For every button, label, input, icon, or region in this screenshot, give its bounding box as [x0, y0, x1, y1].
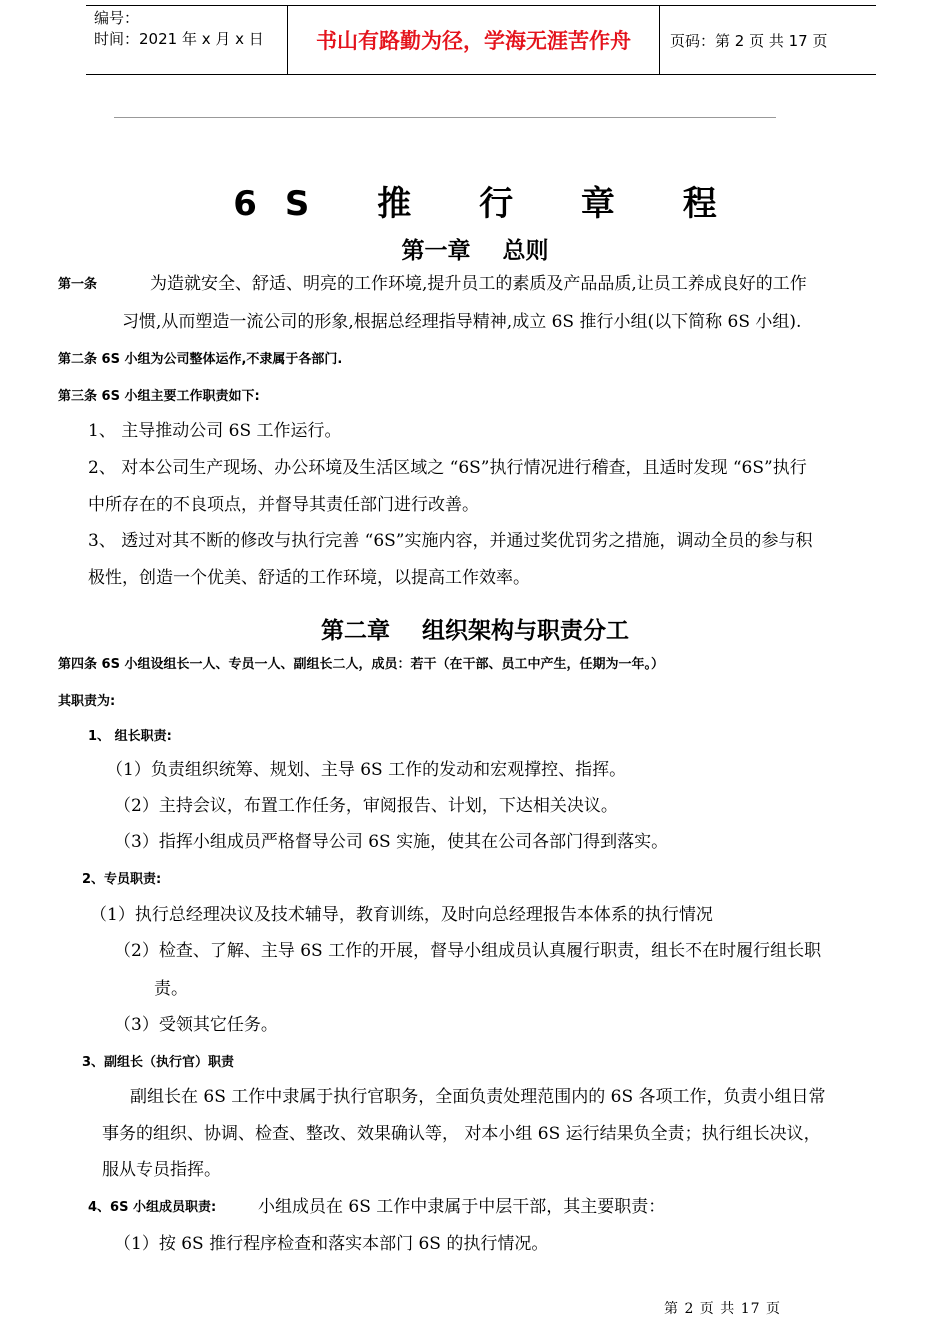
article-1-line-2: 习惯,从而塑造一流公司的形象,根据总经理指导精神,成立 6S 推行小组(以下简称 6S 小组).	[122, 312, 802, 332]
role-2-duty-2-line-1: （2）检查、了解、主导 6S 工作的开展，督导小组成员认真履行职责，组长不在时履行组长职	[114, 941, 822, 961]
article-3-heading: 第三条 6S 小组主要工作职责如下:	[58, 389, 260, 404]
article-3-item-1: 1、 主导推动公司 6S 工作运行。	[88, 421, 342, 441]
article-1-line-1: 为造就安全、舒适、明亮的工作环境,提升员工的素质及产品品质,让员工养成良好的工作	[150, 274, 807, 294]
role-3-line-2: 事务的组织、协调、检查、整改、效果确认等， 对本小组 6S 运行结果负全责；执行组长决议，	[102, 1124, 821, 1144]
role-4-duty-1: （1）按 6S 推行程序检查和落实本部门 6S 的执行情况。	[114, 1234, 549, 1254]
role-3-heading: 3、副组长（执行官）职责	[82, 1055, 235, 1070]
separator-line	[114, 117, 776, 118]
role-4-heading: 4、6S 小组成员职责:	[88, 1200, 217, 1215]
role-1-duty-1: （1）负责组织统筹、规划、主导 6S 工作的发动和宏观撑控、指挥。	[106, 760, 627, 780]
article-3-item-3-line-2: 极性，创造一个优美、舒适的工作环境，以提高工作效率。	[88, 568, 530, 588]
role-3-line-3: 服从专员指挥。	[102, 1160, 221, 1180]
header-meta	[86, 6, 288, 74]
role-1-duty-3: （3）指挥小组成员严格督导公司 6S 实施，使其在公司各部门得到落实。	[114, 832, 669, 852]
code-label: 编号：	[94, 9, 140, 27]
document-header	[86, 5, 876, 75]
role-2-duty-1: （1）执行总经理决议及技术辅导，教育训练，及时向总经理报告本体系的执行情况	[90, 905, 713, 925]
chapter-1-heading: 第一章 总则	[401, 238, 549, 264]
role-2-duty-3: （3）受领其它任务。	[114, 1015, 278, 1035]
role-4-text: 小组成员在 6S 工作中隶属于中层干部，其主要职责：	[258, 1197, 666, 1217]
role-1-duty-2: （2）主持会议，布置工作任务，审阅报告、计划，下达相关决议。	[114, 796, 618, 816]
article-4: 第四条 6S 小组设组长一人、专员一人、副组长二人，成员：若干（在干部、员工中产生，任期为一年。）	[58, 657, 664, 672]
document-title: 6S 推 行 章 程	[233, 184, 745, 224]
header-motto: 书山有路勤为径，学海无涯苦作舟	[288, 6, 660, 74]
role-2-duty-2-line-2: 责。	[154, 979, 188, 999]
article-3-item-2-line-2: 中所存在的不良项点，并督导其责任部门进行改善。	[88, 495, 479, 515]
article-3-item-2-line-1: 2、 对本公司生产现场、办公环境及生活区域之 “6S”执行情况进行稽查，且适时发现 “6S”执行	[88, 458, 807, 478]
page-footer: 第 2 页 共 17 页	[664, 1301, 781, 1317]
role-3-line-1: 副组长在 6S 工作中隶属于执行官职务，全面负责处理范围内的 6S 各项工作，负责小组日常	[130, 1087, 826, 1107]
time-label: 时间：2021 年 x 月 x 日	[94, 30, 264, 48]
role-1-heading: 1、 组长职责:	[88, 729, 172, 744]
role-2-heading: 2、专员职责:	[82, 872, 162, 887]
duties-label: 其职责为:	[58, 694, 116, 709]
article-2: 第二条 6S 小组为公司整体运作,不隶属于各部门.	[58, 352, 343, 367]
article-3-item-3-line-1: 3、 透过对其不断的修改与执行完善 “6S”实施内容，并通过奖优罚劣之措施，调动全员的参与积	[88, 531, 813, 551]
article-1-label: 第一条	[58, 277, 98, 292]
header-page-label: 页码：第 2 页 共 17 页	[670, 31, 828, 50]
chapter-2-heading: 第二章 组织架构与职责分工	[320, 618, 630, 644]
